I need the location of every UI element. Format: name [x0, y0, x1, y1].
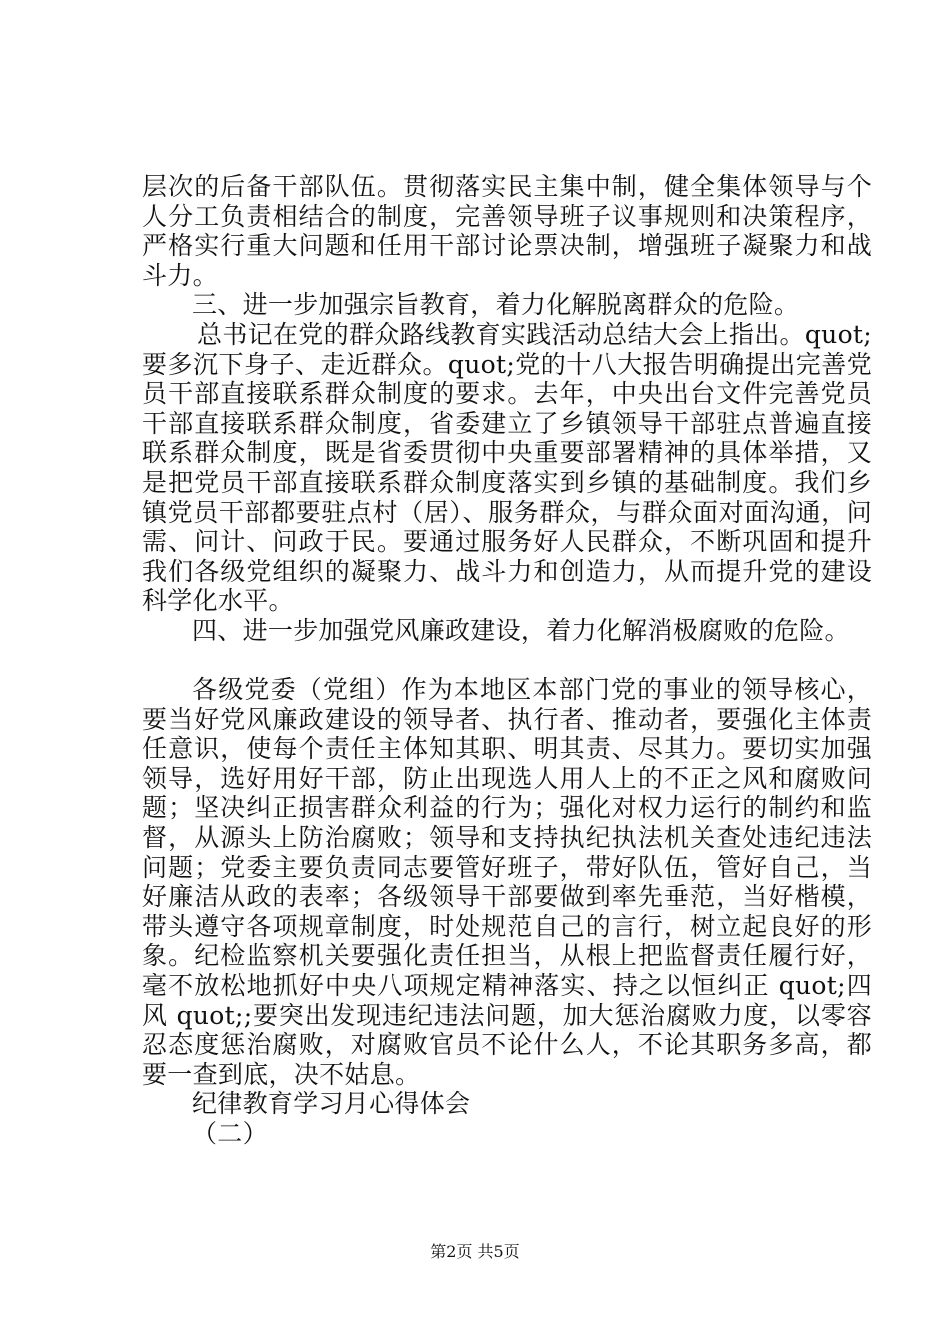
blank-line — [142, 646, 872, 676]
paragraph-mass-line: 总书记在党的群众路线教育实践活动总结大会上指出。quot;要多沉下身子、走近群众。quot;党的十八大报告明确提出完善党员干部直接联系群众制度的要求。去年，中央出台文件完善党员干部直接联系群众制度，省委建立了乡镇领导干部驻点普遍直接联系群众制度，既是省委贯彻中央重要部署精神的具体举措，又是把党员干部直接联系群众制度落实到乡镇的基础制度。我们乡镇党员干部都要驻点村（居）、服务群众，与群众面对面沟通，问需、问计、问政于民。要通过服务好人民群众，不断巩固和提升我们各级党组织的凝聚力、战斗力和创造力，从而提升党的建设科学化水平。 — [142, 319, 872, 616]
paragraph-continuation: 层次的后备干部队伍。贯彻落实民主集中制，健全集体领导与个人分工负责相结合的制度，完善领导班子议事规则和决策程序，严格实行重大问题和任用干部讨论票决制，增强班子凝聚力和战斗力。 — [142, 172, 872, 290]
document-body — [142, 172, 872, 1149]
paragraph-party-integrity: 各级党委（党组）作为本地区本部门党的事业的领导核心，要当好党风廉政建设的领导者、执行者、推动者，要强化主体责任意识，使每个责任主体知其职、明其责、尽其力。要切实加强领导，选好用好干部，防止出现选人用人上的不正之风和腐败问题；坚决纠正损害群众利益的行为；强化对权力运行的制约和监督，从源头上防治腐败；领导和支持执纪执法机关查处违纪违法问题；党委主要负责同志要管好班子，带好队伍，管好自己，当好廉洁从政的表率；各级领导干部要做到率先垂范，当好楷模，带头遵守各项规章制度，时处规范自己的言行，树立起良好的形象。纪检监察机关要强化责任担当，从根上把监督责任履行好，毫不放松地抓好中央八项规定精神落实、持之以恒纠正 quot;四风 quot;;要突出发现违纪违法问题，加大惩治腐败力度，以零容忍态度惩治腐败，对腐败官员不论什么人，不论其职务多高，都要一查到底，决不姑息。 — [142, 675, 872, 1089]
page-number-footer: 第2页 共5页 — [430, 1242, 520, 1261]
article-title: 纪律教育学习月心得体会 — [192, 1089, 471, 1119]
article-part-label: （二） — [192, 1119, 268, 1148]
section-heading-4: 四、进一步加强党风廉政建设，着力化解消极腐败的危险。 — [192, 615, 850, 645]
section-heading-3: 三、进一步加强宗旨教育，着力化解脱离群众的危险。 — [192, 290, 800, 320]
